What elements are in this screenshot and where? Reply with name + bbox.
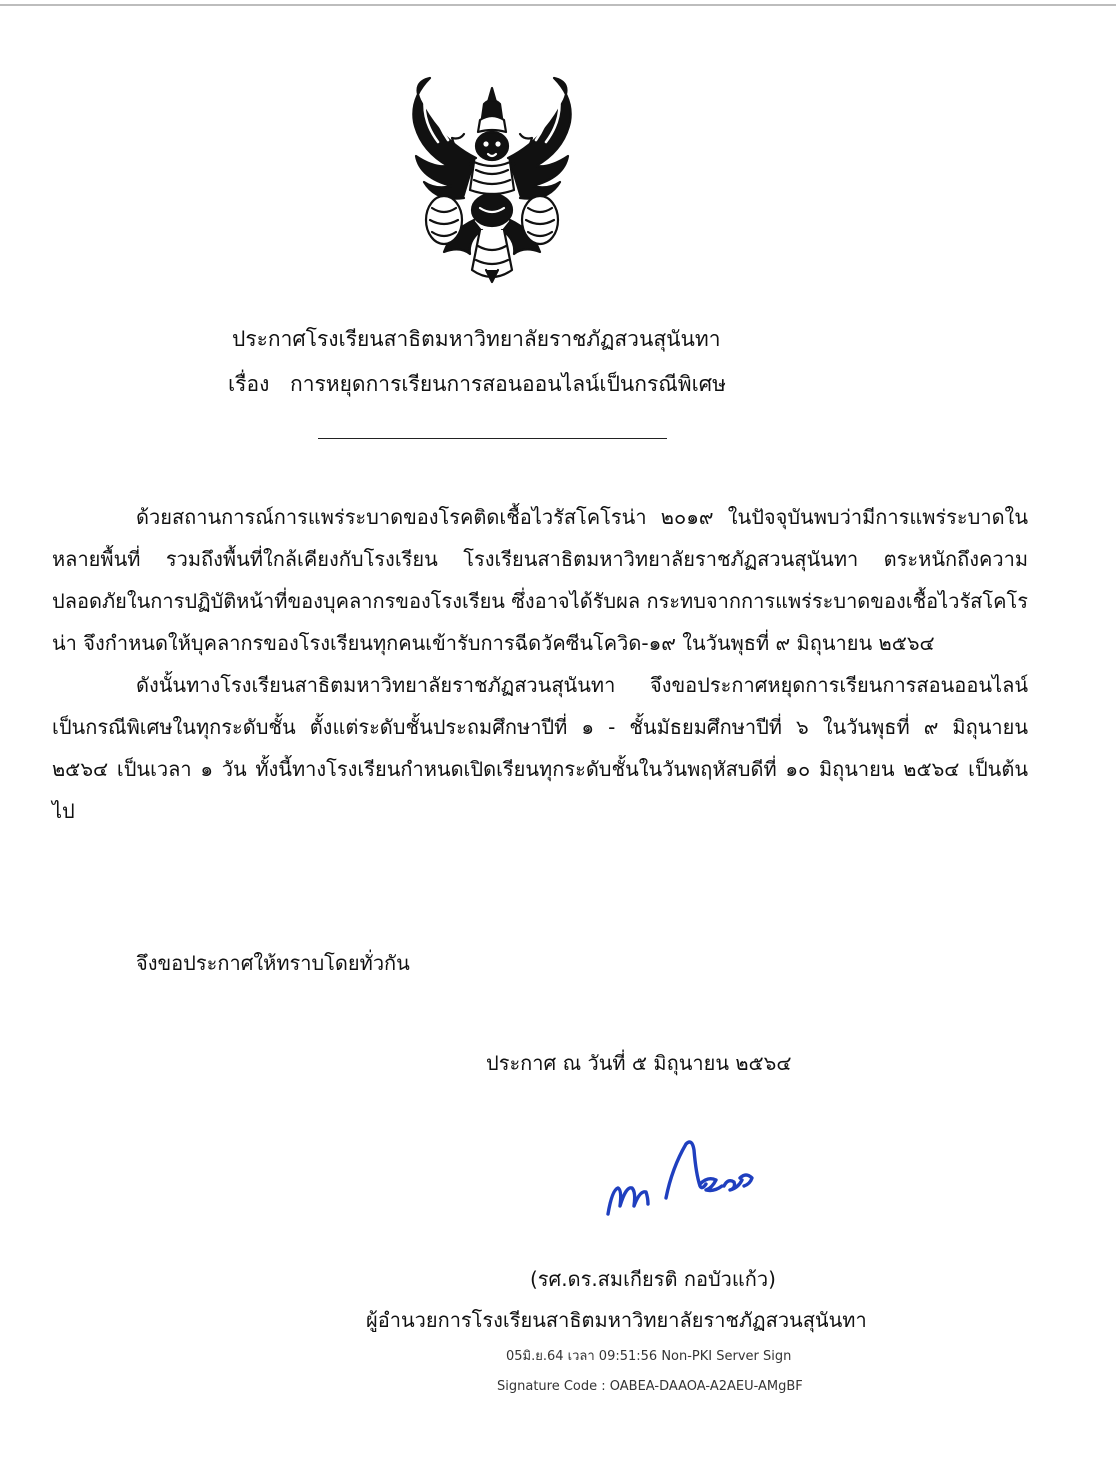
handwritten-signature xyxy=(590,1128,780,1228)
garuda-emblem-icon xyxy=(390,70,594,288)
subject-label: เรื่อง xyxy=(228,372,270,396)
announcement-subject-line xyxy=(228,367,726,401)
top-divider xyxy=(0,4,1116,6)
signer-position: ผู้อำนวยการโรงเรียนสาธิตมหาวิทยาลัยราชภัฏสวนสุนันทา xyxy=(366,1308,867,1332)
announcement-title: ประกาศโรงเรียนสาธิตมหาวิทยาลัยราชภัฏสวนสุนันทา xyxy=(232,327,721,351)
announcement-date: ประกาศ ณ วันที่ ๕ มิถุนายน ๒๕๖๔ xyxy=(486,1051,792,1075)
body-paragraph-2: ดังนั้นทางโรงเรียนสาธิตมหาวิทยาลัยราชภัฏสวนสุนันทา จึงขอประกาศหยุดการเรียนการสอนออนไลน์เป็นกรณีพิเศษในทุกระดับชั้น ตั้งแต่ระดับชั้นประถมศึกษาปีที่ ๑ - ชั้นมัธยมศึกษาปีที่ ๖ ในวันพุธที่ ๙ มิถุนายน ๒๕๖๔ เป็นเวลา ๑ วัน ทั้งนี้ทางโรงเรียนกำหนดเปิดเรียนทุกระดับชั้นในวันพฤหัสบดีที่ ๑๐ มิถุนายน ๒๕๖๔ เป็นต้นไป xyxy=(52,673,1028,823)
esign-signature-code: Signature Code : OABEA-DAAOA-A2AEU-AMgBF xyxy=(497,1379,803,1394)
esign-timestamp: 05มิ.ย.64 เวลา 09:51:56 Non-PKI Server Sign xyxy=(506,1349,792,1364)
announcement-body xyxy=(52,496,1028,832)
header-separator xyxy=(318,438,667,439)
body-paragraph-1: ด้วยสถานการณ์การแพร่ระบาดของโรคติดเชื้อไวรัสโคโรน่า ๒๐๑๙ ในปัจจุบันพบว่ามีการแพร่ระบาดในหลายพื้นที่ รวมถึงพื้นที่ใกล้เคียงกับโรงเรียน โรงเรียนสาธิตมหาวิทยาลัยราชภัฏสวนสุนันทา ตระหนักถึงความปลอดภัยในการปฏิบัติหน้าที่ของบุคลากรของโรงเรียน ซึ่งอาจได้รับผล กระทบจากการแพร่ระบาดของเชื้อไวรัสโคโรน่า จึงกำหนดให้บุคลากรของโรงเรียนทุกคนเข้ารับการฉีดวัคซีนโควิด-๑๙ ในวันพุธที่ ๙ มิถุนายน ๒๕๖๔ xyxy=(52,505,1028,655)
subject-text: การหยุดการเรียนการสอนออนไลน์เป็นกรณีพิเศษ xyxy=(290,372,726,396)
closing-statement: จึงขอประกาศให้ทราบโดยทั่วกัน xyxy=(136,951,410,975)
signer-name: (รศ.ดร.สมเกียรติ กอบัวแก้ว) xyxy=(530,1267,776,1291)
